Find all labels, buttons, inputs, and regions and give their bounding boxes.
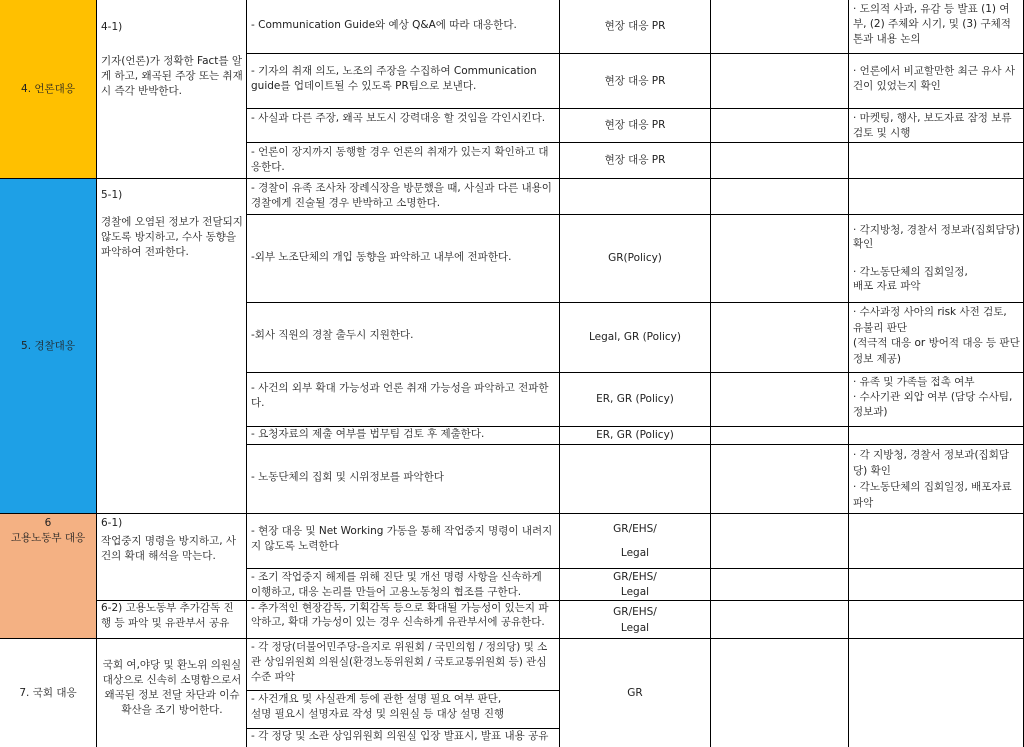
sub-goal-7: 국회 여,야당 및 환노위 의원실 대상으로 신속히 소명함으로서 왜곡된 정보 전달 차단과 이슈 확산을 조기 방어한다. (102, 659, 242, 716)
dept-cell: 현장 대응 PR (559, 53, 710, 108)
blank-cell (710, 142, 848, 178)
sub-id-6-1: 6-1) (101, 517, 123, 529)
blank-cell (710, 600, 848, 638)
blank-cell (710, 426, 848, 444)
action-row: - Communication Guide와 예상 Q&A에 따라 대응한다. (246, 0, 559, 53)
action-row: - 현장 대응 및 Net Working 가동을 통해 작업중지 명령이 내려지지 않도록 노력한다 (246, 513, 559, 568)
blank-cell (710, 214, 848, 302)
note-cell (848, 513, 1024, 568)
grid-line (96, 0, 97, 747)
action-row: - 추가적인 현장감독, 기획감독 등으로 확대될 가능성이 있는지 파악하고, 확대 가능성이 있는 경우 신속하게 유관부서에 공유한다. (246, 600, 559, 638)
dept-cell: GR/EHS/ Legal (559, 600, 710, 638)
category-police: 5. 경찰대응 (0, 179, 96, 513)
category-national-assembly: 7. 국회 대응 (0, 639, 96, 747)
note-cell: · 도의적 사과, 유감 등 발표 (1) 여부, (2) 주체와 시기, 및 (3) 구체적 톤과 내용 논의 (848, 0, 1024, 53)
dept-cell (559, 178, 710, 214)
sub-id-5-1: 5-1) (101, 189, 123, 201)
note-cell (848, 638, 1024, 747)
note-cell (848, 426, 1024, 444)
category-press: 4. 언론대응 (0, 0, 96, 178)
action-row: - 사건의 외부 확대 가능성과 언론 취재 가능성을 파악하고 전파한다. (246, 372, 559, 426)
dept-cell: GR/EHS/ Legal (559, 513, 710, 568)
note-cell: · 언론에서 비교할만한 최근 유사 사건이 있었는지 확인 (848, 53, 1024, 108)
note-cell (848, 142, 1024, 178)
action-row: - 기자의 취재 의도, 노조의 주장을 수집하여 Communication guide를 업데이트될 수 있도록 PR팀으로 보낸다. (246, 53, 559, 108)
action-row: -외부 노조단체의 개입 동향을 파악하고 내부에 전파한다. (246, 214, 559, 302)
sub-goal-5-1: 경찰에 오염된 정보가 전달되지 않도록 방지하고, 수사 동향을 파악하여 전파한다. (101, 216, 243, 258)
blank-cell (710, 302, 848, 372)
blank-cell (710, 178, 848, 214)
dept-cell: ER, GR (Policy) (559, 426, 710, 444)
note-cell (848, 600, 1024, 638)
blank-cell (710, 444, 848, 513)
dept-cell: GR (559, 638, 710, 747)
note-cell: · 각지방청, 경찰서 정보과(집회담당) 확인 · 각노동단체의 집회일정, 배포 자료 파악 (848, 214, 1024, 302)
dept-cell (559, 444, 710, 513)
sub-goal-6-2: 6-2) 고용노동부 추가감독 진행 등 파악 및 유관부서 공유 (97, 600, 247, 638)
action-row: - 요청자료의 제출 여부를 법무팀 검토 후 제출한다. (246, 426, 559, 444)
dept-cell: GR/EHS/ Legal (559, 568, 710, 600)
category-labor-ministry: 6 고용노동부 대응 (0, 514, 96, 638)
dept-cell: 현장 대응 PR (559, 0, 710, 53)
note-cell (848, 178, 1024, 214)
blank-cell (710, 568, 848, 600)
action-row: - 각 정당(더불어민주당-을지로 위원회 / 국민의힘 / 정의당) 및 소관 상임위원회 의원실(환경노동위원회 / 국토교통위원회 등) 관심 수준 파악 (246, 638, 559, 690)
dept-cell: 현장 대응 PR (559, 142, 710, 178)
blank-cell (710, 372, 848, 426)
action-row: - 사건개요 및 사실관계 등에 관한 설명 필요 여부 판단, 설명 필요시 설명자료 작성 및 의원실 등 대상 설명 진행 (246, 690, 559, 728)
sub-goal-4-1: 기자(언론)가 정확한 Fact를 알게 하고, 왜곡된 주장 또는 취재시 즉각 반박한다. (101, 55, 243, 97)
sub-id-4-1: 4-1) (101, 21, 123, 33)
blank-cell (710, 513, 848, 568)
dept-cell: GR(Policy) (559, 214, 710, 302)
note-cell: · 유족 및 가족들 접촉 여부 · 수사기관 외압 여부 (담당 수사팀, 정보과) (848, 372, 1024, 426)
action-row: -회사 직원의 경찰 출두시 지원한다. (246, 302, 559, 372)
action-row: - 각 정당 및 소관 상임위원회 의원실 입장 발표시, 발표 내용 공유 (246, 728, 559, 747)
grid-line (0, 638, 1024, 639)
action-row: - 경찰이 유족 조사차 장례식장을 방문했을 때, 사실과 다른 내용이 경찰에게 진술될 경우 반박하고 소명한다. (246, 178, 559, 214)
action-row: - 언론이 장지까지 동행할 경우 언론의 취재가 있는지 확인하고 대응한다. (246, 142, 559, 178)
dept-cell: Legal, GR (Policy) (559, 302, 710, 372)
grid-line (0, 513, 1024, 514)
grid-line (246, 0, 247, 747)
note-cell (848, 568, 1024, 600)
blank-cell (710, 638, 848, 747)
note-cell: · 마켓팅, 행사, 보도자료 잠정 보류 검토 및 시행 (848, 108, 1024, 142)
action-row: - 조기 작업중지 해제를 위해 진단 및 개선 명령 사항을 신속하게 이행하고, 대응 논리를 만들어 고용노동청의 협조를 구한다. (246, 568, 559, 600)
action-row: - 노동단체의 집회 및 시위정보를 파악한다 (246, 444, 559, 513)
note-cell: · 각 지방청, 경찰서 정보과(집회담당) 확인 · 각노동단체의 집회일정, 배포자료 파악 (848, 444, 1024, 513)
blank-cell (710, 108, 848, 142)
blank-cell (710, 0, 848, 53)
dept-cell: 현장 대응 PR (559, 108, 710, 142)
note-cell: · 수사과정 사아의 risk 사전 검토, 유불리 판단 (적극적 대응 or 방어적 대응 등 판단 정보 제공) (848, 302, 1024, 372)
grid-line (0, 178, 1024, 179)
action-row: - 사실과 다른 주장, 왜곡 보도시 강력대응 할 것임을 각인시킨다. (246, 108, 559, 142)
blank-cell (710, 53, 848, 108)
sub-goal-6-1: 작업중지 명령을 방지하고, 사건의 확대 해석을 막는다. (101, 535, 237, 562)
dept-cell: ER, GR (Policy) (559, 372, 710, 426)
